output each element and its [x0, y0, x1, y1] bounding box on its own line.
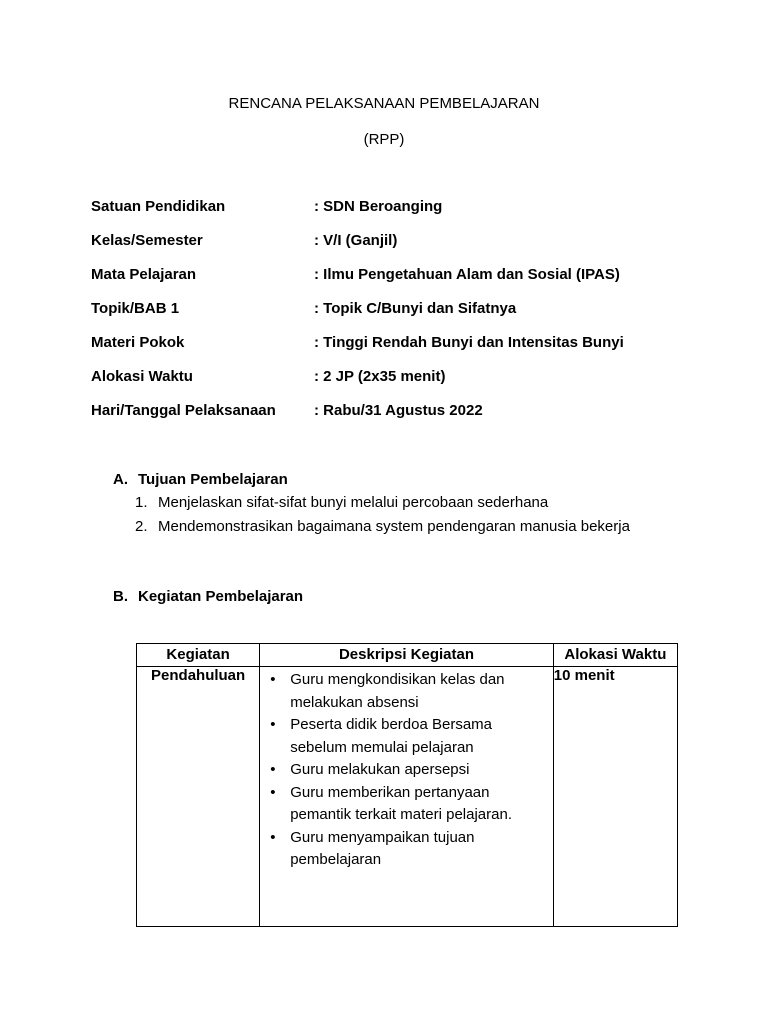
identity-row-satuan-pendidikan — [91, 198, 691, 220]
list-item-text: Guru mengkondisikan kelas dan melakukan absensi — [290, 671, 505, 711]
identity-label: Mata Pelajaran — [91, 266, 197, 283]
cell-deskripsi — [260, 667, 554, 927]
objective-number: 2. — [135, 518, 148, 535]
cell-kegiatan: Pendahuluan — [137, 667, 260, 927]
identity-row-kelas-semester — [91, 232, 691, 254]
section-title: Tujuan Pembelajaran — [138, 471, 288, 488]
identity-label: Materi Pokok — [91, 334, 185, 351]
section-letter: A. — [113, 471, 128, 488]
section-title: Kegiatan Pembelajaran — [138, 588, 304, 605]
identity-value: : Tinggi Rendah Bunyi dan Intensitas Bunyi — [314, 334, 624, 351]
header-kegiatan: Kegiatan — [137, 644, 260, 667]
list-item-text: Guru memberikan pertanyaan pemantik terkait materi pelajaran. — [290, 783, 512, 823]
bullet-icon: • — [270, 716, 276, 733]
identity-value: : V/I (Ganjil) — [314, 232, 398, 249]
header-alokasi-waktu: Alokasi Waktu — [553, 644, 677, 667]
section-b-heading — [113, 588, 303, 605]
identity-row-mata-pelajaran — [91, 266, 691, 288]
list-item-text: Guru menyampaikan tujuan pembelajaran — [290, 828, 475, 868]
list-item-text: Peserta didik berdoa Bersama sebelum memulai pelajaran — [290, 716, 492, 756]
identity-value: : SDN Beroanging — [314, 198, 443, 215]
identity-row-topik-bab — [91, 300, 691, 322]
list-item — [270, 827, 547, 872]
objective-item — [135, 518, 630, 535]
objective-item — [135, 494, 548, 511]
list-item — [270, 714, 547, 759]
document-subtitle: (RPP) — [363, 131, 405, 148]
identity-value: : Rabu/31 Agustus 2022 — [314, 402, 483, 419]
objective-number: 1. — [135, 494, 148, 511]
identity-value: : Ilmu Pengetahuan Alam dan Sosial (IPAS) — [314, 266, 620, 283]
objective-text: Menjelaskan sifat-sifat bunyi melalui percobaan sederhana — [158, 494, 549, 511]
list-item-text: Guru melakukan apersepsi — [290, 761, 470, 778]
identity-label: Topik/BAB 1 — [91, 300, 180, 317]
identity-value: : 2 JP (2x35 menit) — [314, 368, 446, 385]
list-item — [270, 782, 547, 827]
identity-row-materi-pokok — [91, 334, 691, 356]
identity-row-hari-tanggal — [91, 402, 691, 424]
identity-label: Hari/Tanggal Pelaksanaan — [91, 402, 276, 419]
list-item — [270, 759, 547, 782]
identity-label: Kelas/Semester — [91, 232, 203, 249]
section-letter: B. — [113, 588, 128, 605]
objective-text: Mendemonstrasikan bagaimana system pendengaran manusia bekerja — [158, 518, 630, 535]
activities-table — [136, 643, 678, 927]
bullet-icon: • — [270, 783, 276, 801]
cell-alokasi-waktu: 10 menit — [553, 667, 677, 927]
table-row — [137, 667, 678, 927]
identity-label: Satuan Pendidikan — [91, 198, 226, 215]
bullet-icon: • — [270, 828, 276, 846]
table-header-row — [137, 644, 678, 667]
description-list — [260, 667, 553, 872]
bullet-icon: • — [270, 671, 276, 688]
identity-label: Alokasi Waktu — [91, 368, 193, 385]
identity-row-alokasi-waktu — [91, 368, 691, 390]
header-deskripsi-kegiatan: Deskripsi Kegiatan — [260, 644, 554, 667]
identity-value: : Topik C/Bunyi dan Sifatnya — [314, 300, 517, 317]
section-a-heading — [113, 471, 288, 488]
bullet-icon: • — [270, 761, 276, 778]
document-title: RENCANA PELAKSANAAN PEMBELAJARAN — [228, 95, 540, 112]
list-item — [270, 669, 547, 714]
